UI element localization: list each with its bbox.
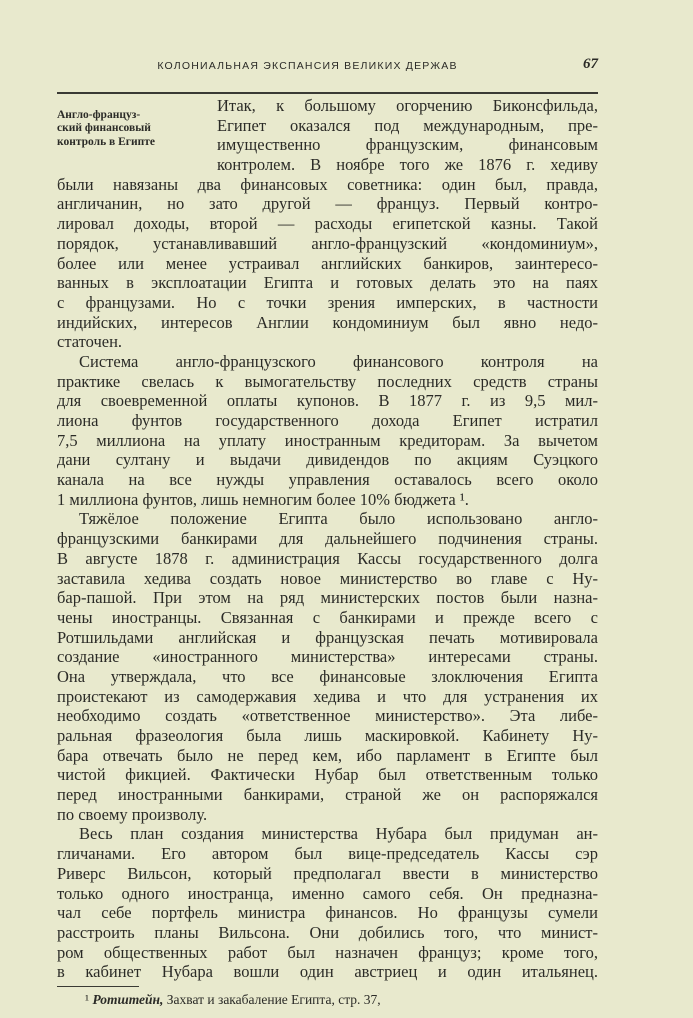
text-line: порядок, устанавливавший англо-французский «кондоминиум», [57, 233, 598, 253]
text-line: англичанин, но зато другой — француз. Первый контро- [57, 194, 598, 214]
body-text [57, 96, 598, 982]
text-line: чены иностранцы. Связанная с банкирами и прежде всего с [57, 607, 598, 627]
text-line: имущественно французским, финансовым [217, 135, 598, 155]
text-line: чал себе портфель министра финансов. Но французы сумели [57, 903, 598, 923]
text-line: создание «иностранного министерства» интересами страны. [57, 647, 598, 667]
text-line: 1 миллиона фунтов, лишь немногим более 10% бюджета ¹. [57, 489, 469, 509]
margin-note-line: Англо-француз- [57, 109, 141, 121]
text-line: чистой фикцией. Фактически Нубар был ответственным только [57, 765, 598, 785]
footnote-marker: ¹ [85, 992, 90, 1007]
text-line: Весь план создания министерства Нубара был придуман ан- [79, 824, 598, 844]
text-line: Тяжёлое положение Египта было использовано англо- [79, 509, 598, 529]
page-number: 67 [583, 56, 598, 72]
margin-note-line: ский финансовый [57, 122, 151, 135]
text-line: Итак, к большому огорчению Биконсфильда, [217, 96, 598, 115]
text-line: по своему произволу. [57, 804, 208, 824]
text-line: более или менее устраивал английских банкиров, заинтересо- [57, 253, 598, 273]
text-line: Египет оказался под международным, пре- [217, 115, 598, 135]
text-line: проистекают из самодержавия хедива и что для устранения их [57, 686, 598, 706]
text-line: Риверс Вильсон, который предполагал ввести в министерство [57, 863, 598, 883]
running-header [57, 58, 598, 80]
text-line: только одного иностранца, именно самого себя. Он предназна- [57, 883, 598, 903]
text-line: лиона фунтов государственного дохода Египет истратил [57, 411, 598, 430]
text-line: необходимо создать «ответственное министерство». Эта либе- [57, 706, 598, 726]
text-line: ральная фразеология была лишь маскировкой. Кабинету Ну- [57, 726, 598, 745]
text-line: с французами. Но с точки зрения имперских, в частности [57, 292, 598, 312]
text-line: Ротшильдами английская и французская печать мотивировала [57, 627, 598, 647]
text-line: контролем. В ноябре того же 1876 г. хедиву [217, 155, 598, 175]
text-line: ванных в эксплоатации Египта и готовых делать это на паях [57, 273, 598, 293]
text-line: 7,5 миллиона на уплату иностранным кредиторам. За вычетом [57, 430, 598, 450]
text-line: французскими банкирами для дальнейшего подчинения страны. [57, 529, 598, 549]
text-line: расстроить планы Вильсона. Они добились того, что минист- [57, 922, 598, 942]
text-line: В августе 1878 г. администрация Кассы государственного долга [57, 548, 598, 568]
text-line: гличанами. Его автором был вице-председатель Кассы сэр [57, 844, 598, 864]
text-line: бар-пашой. При этом на ряд министерских постов были назна- [57, 588, 598, 608]
header-rule [57, 92, 598, 94]
text-line: перед иностранными банкирами, страной же он распоряжался [57, 785, 598, 805]
footnote-text: Захват и закабаление Египта, стр. 37, [166, 992, 381, 1007]
text-line: статочен. [57, 332, 123, 352]
text-line: практике свелась к вымогательству последних средств страны [57, 371, 598, 391]
running-title: КОЛОНИАЛЬНАЯ ЭКСПАНСИЯ ВЕЛИКИХ ДЕРЖАВ [157, 60, 458, 72]
text-line: заставила хедива создать новое министерство во главе с Ну- [57, 568, 598, 588]
footnote-author: Ротштейн, [92, 992, 164, 1007]
text-line: Система англо-французского финансового контроля на [79, 351, 598, 371]
text-line: были навязаны два финансовых советника: один был, правда, [57, 174, 598, 194]
text-line: бара отвечать было не перед кем, ибо парламент в Египте был [57, 745, 598, 765]
footnote-rule [57, 986, 139, 987]
text-line: канала на все нужды управления оставалось всего около [57, 470, 598, 490]
margin-note-line: контроль в Египте [57, 135, 156, 148]
text-line: лировал доходы, второй — расходы египетской казны. Такой [57, 214, 598, 234]
text-line: для своевременной оплаты купонов. В 1877 г. из 9,5 мил- [57, 391, 598, 411]
text-line: в кабинет Нубара вошли один австриец и один итальянец. [57, 962, 598, 982]
text-line: ром общественных работ был назначен француз; кроме того, [57, 942, 598, 962]
text-line: индийских, интересов Англии кондоминиум был явно недо- [57, 312, 598, 332]
text-line: дани султану и выдачи дивидендов по акциям Суэцкого [57, 450, 598, 470]
footnote [85, 992, 381, 1008]
text-line: Она утверждала, что все финансовые злоключения Египта [57, 666, 598, 686]
